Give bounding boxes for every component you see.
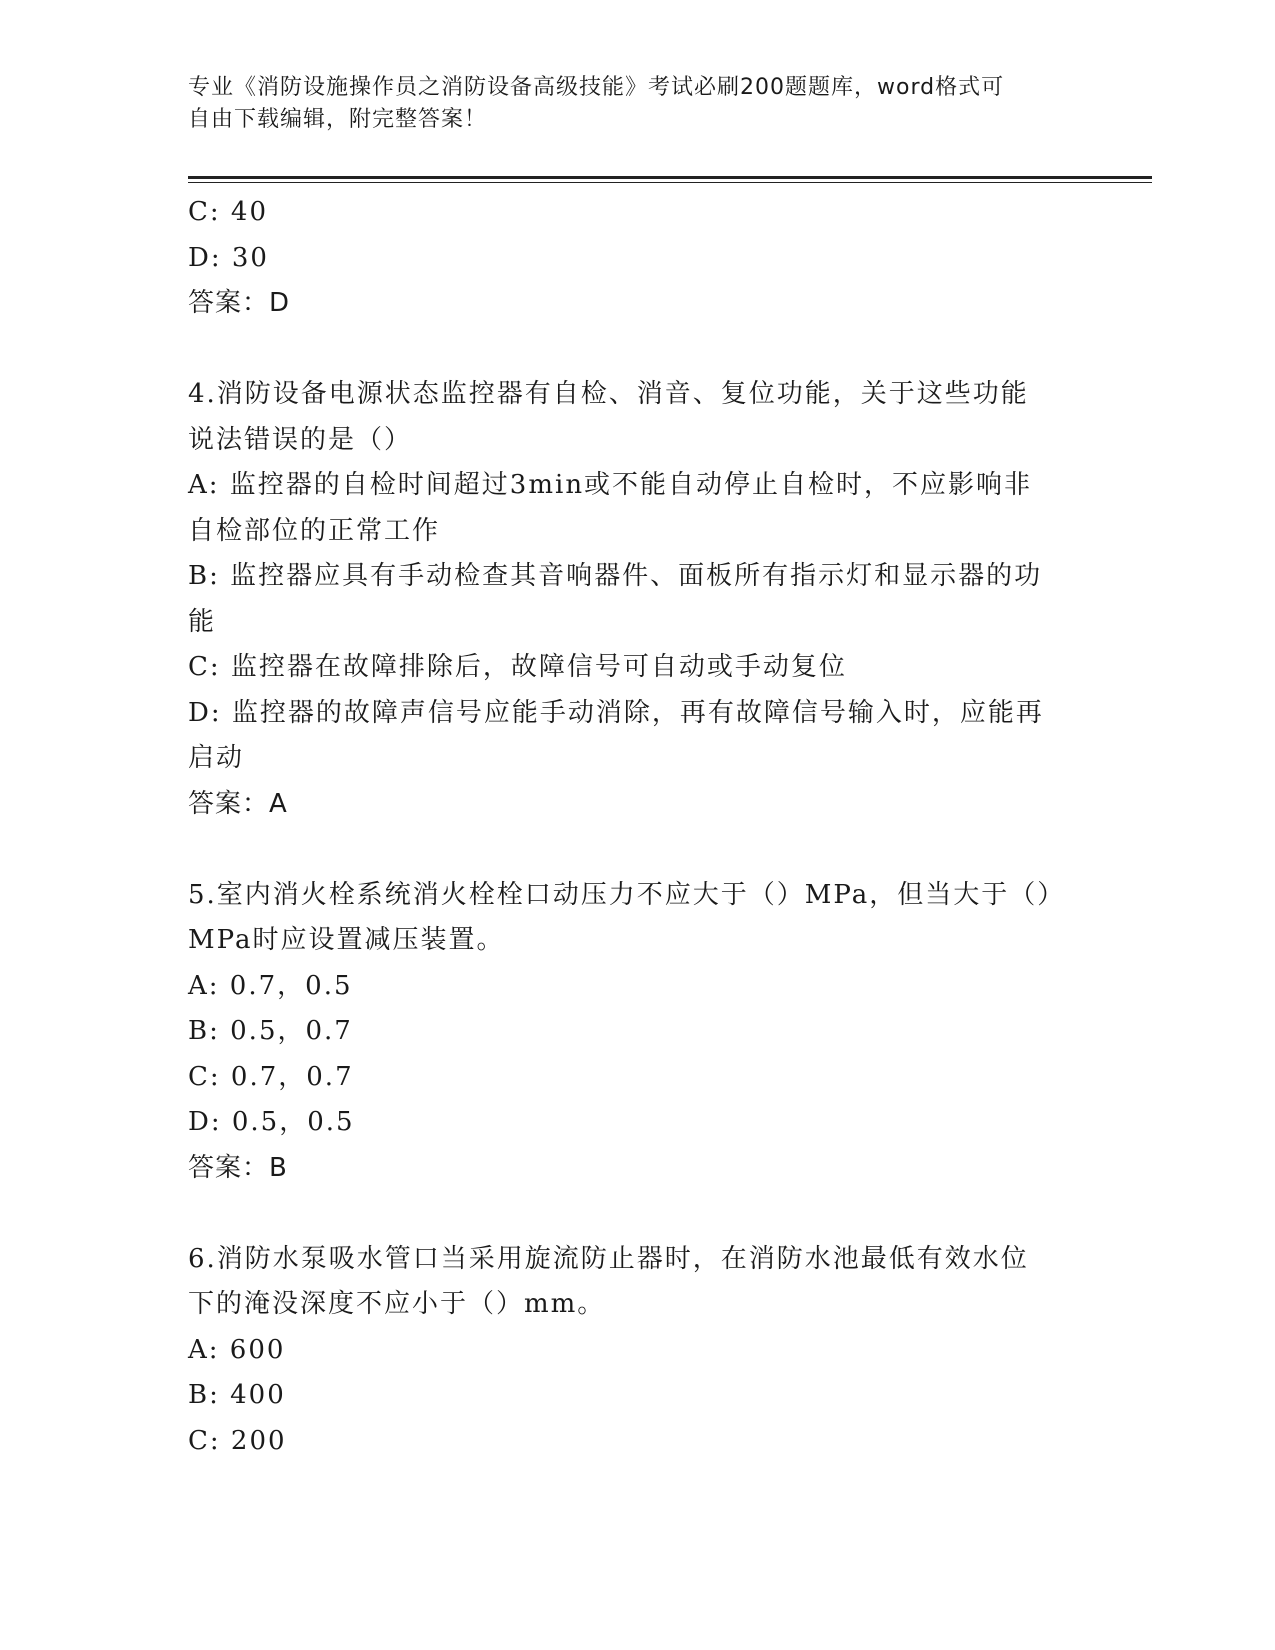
header-divider-thick bbox=[188, 176, 1152, 179]
q5-option-d: D: 0.5，0.5 bbox=[188, 1107, 355, 1137]
q3-answer: 答案：D bbox=[188, 288, 291, 318]
spacer bbox=[188, 1191, 1088, 1237]
header-line-2: 自由下载编辑，附完整答案！ bbox=[188, 107, 488, 132]
q6-option-b: B: 400 bbox=[188, 1380, 286, 1410]
q5-option-b: B: 0.5，0.7 bbox=[188, 1016, 353, 1046]
q4-option-a-line-1: A: 监控器的自检时间超过3min或不能自动停止自检时，不应影响非 bbox=[188, 470, 1033, 500]
q4-option-b-line-1: B: 监控器应具有手动检查其音响器件、面板所有指示灯和显示器的功 bbox=[188, 561, 1043, 591]
q6-option-c: C: 200 bbox=[188, 1425, 287, 1456]
q5-answer: 答案：B bbox=[188, 1152, 288, 1183]
header-line-1: 专业《消防设施操作员之消防设备高级技能》考试必刷200题题库，word格式可 bbox=[188, 75, 1005, 100]
q4-stem-line-2: 说法错误的是（） bbox=[188, 424, 413, 455]
q6-option-a: A: 600 bbox=[188, 1334, 286, 1365]
q5-stem-line-2: MPa时应设置减压装置。 bbox=[188, 925, 505, 955]
question-content bbox=[188, 190, 1088, 1464]
q3-option-d: D: 30 bbox=[188, 242, 269, 273]
spacer bbox=[188, 327, 1088, 373]
q4-stem-line-1: 4.消防设备电源状态监控器有自检、消音、复位功能，关于这些功能 bbox=[188, 379, 1029, 409]
q4-option-c: C: 监控器在故障排除后，故障信号可自动或手动复位 bbox=[188, 652, 847, 682]
header-divider-thin bbox=[188, 182, 1152, 183]
q4-option-d-line-2: 启动 bbox=[188, 743, 245, 773]
q4-answer: 答案：A bbox=[188, 788, 288, 819]
q4-option-a-line-2: 自检部位的正常工作 bbox=[188, 515, 441, 546]
q4-option-b-line-2: 能 bbox=[188, 606, 217, 637]
q5-stem-line-1: 5.室内消火栓系统消火栓栓口动压力不应大于（）MPa，但当大于（） bbox=[188, 879, 1066, 910]
q6-stem-line-2: 下的淹没深度不应小于（）mm。 bbox=[188, 1289, 606, 1319]
q4-option-d-line-1: D: 监控器的故障声信号应能手动消除，再有故障信号输入时，应能再 bbox=[188, 697, 1044, 728]
q5-option-c: C: 0.7，0.7 bbox=[188, 1061, 354, 1092]
q3-option-c: C: 40 bbox=[188, 197, 269, 227]
q6-stem-line-1: 6.消防水泵吸水管口当采用旋流防止器时，在消防水池最低有效水位 bbox=[188, 1243, 1029, 1274]
document-header bbox=[188, 72, 1088, 136]
q5-option-a: A: 0.7，0.5 bbox=[188, 970, 353, 1001]
spacer bbox=[188, 827, 1088, 873]
